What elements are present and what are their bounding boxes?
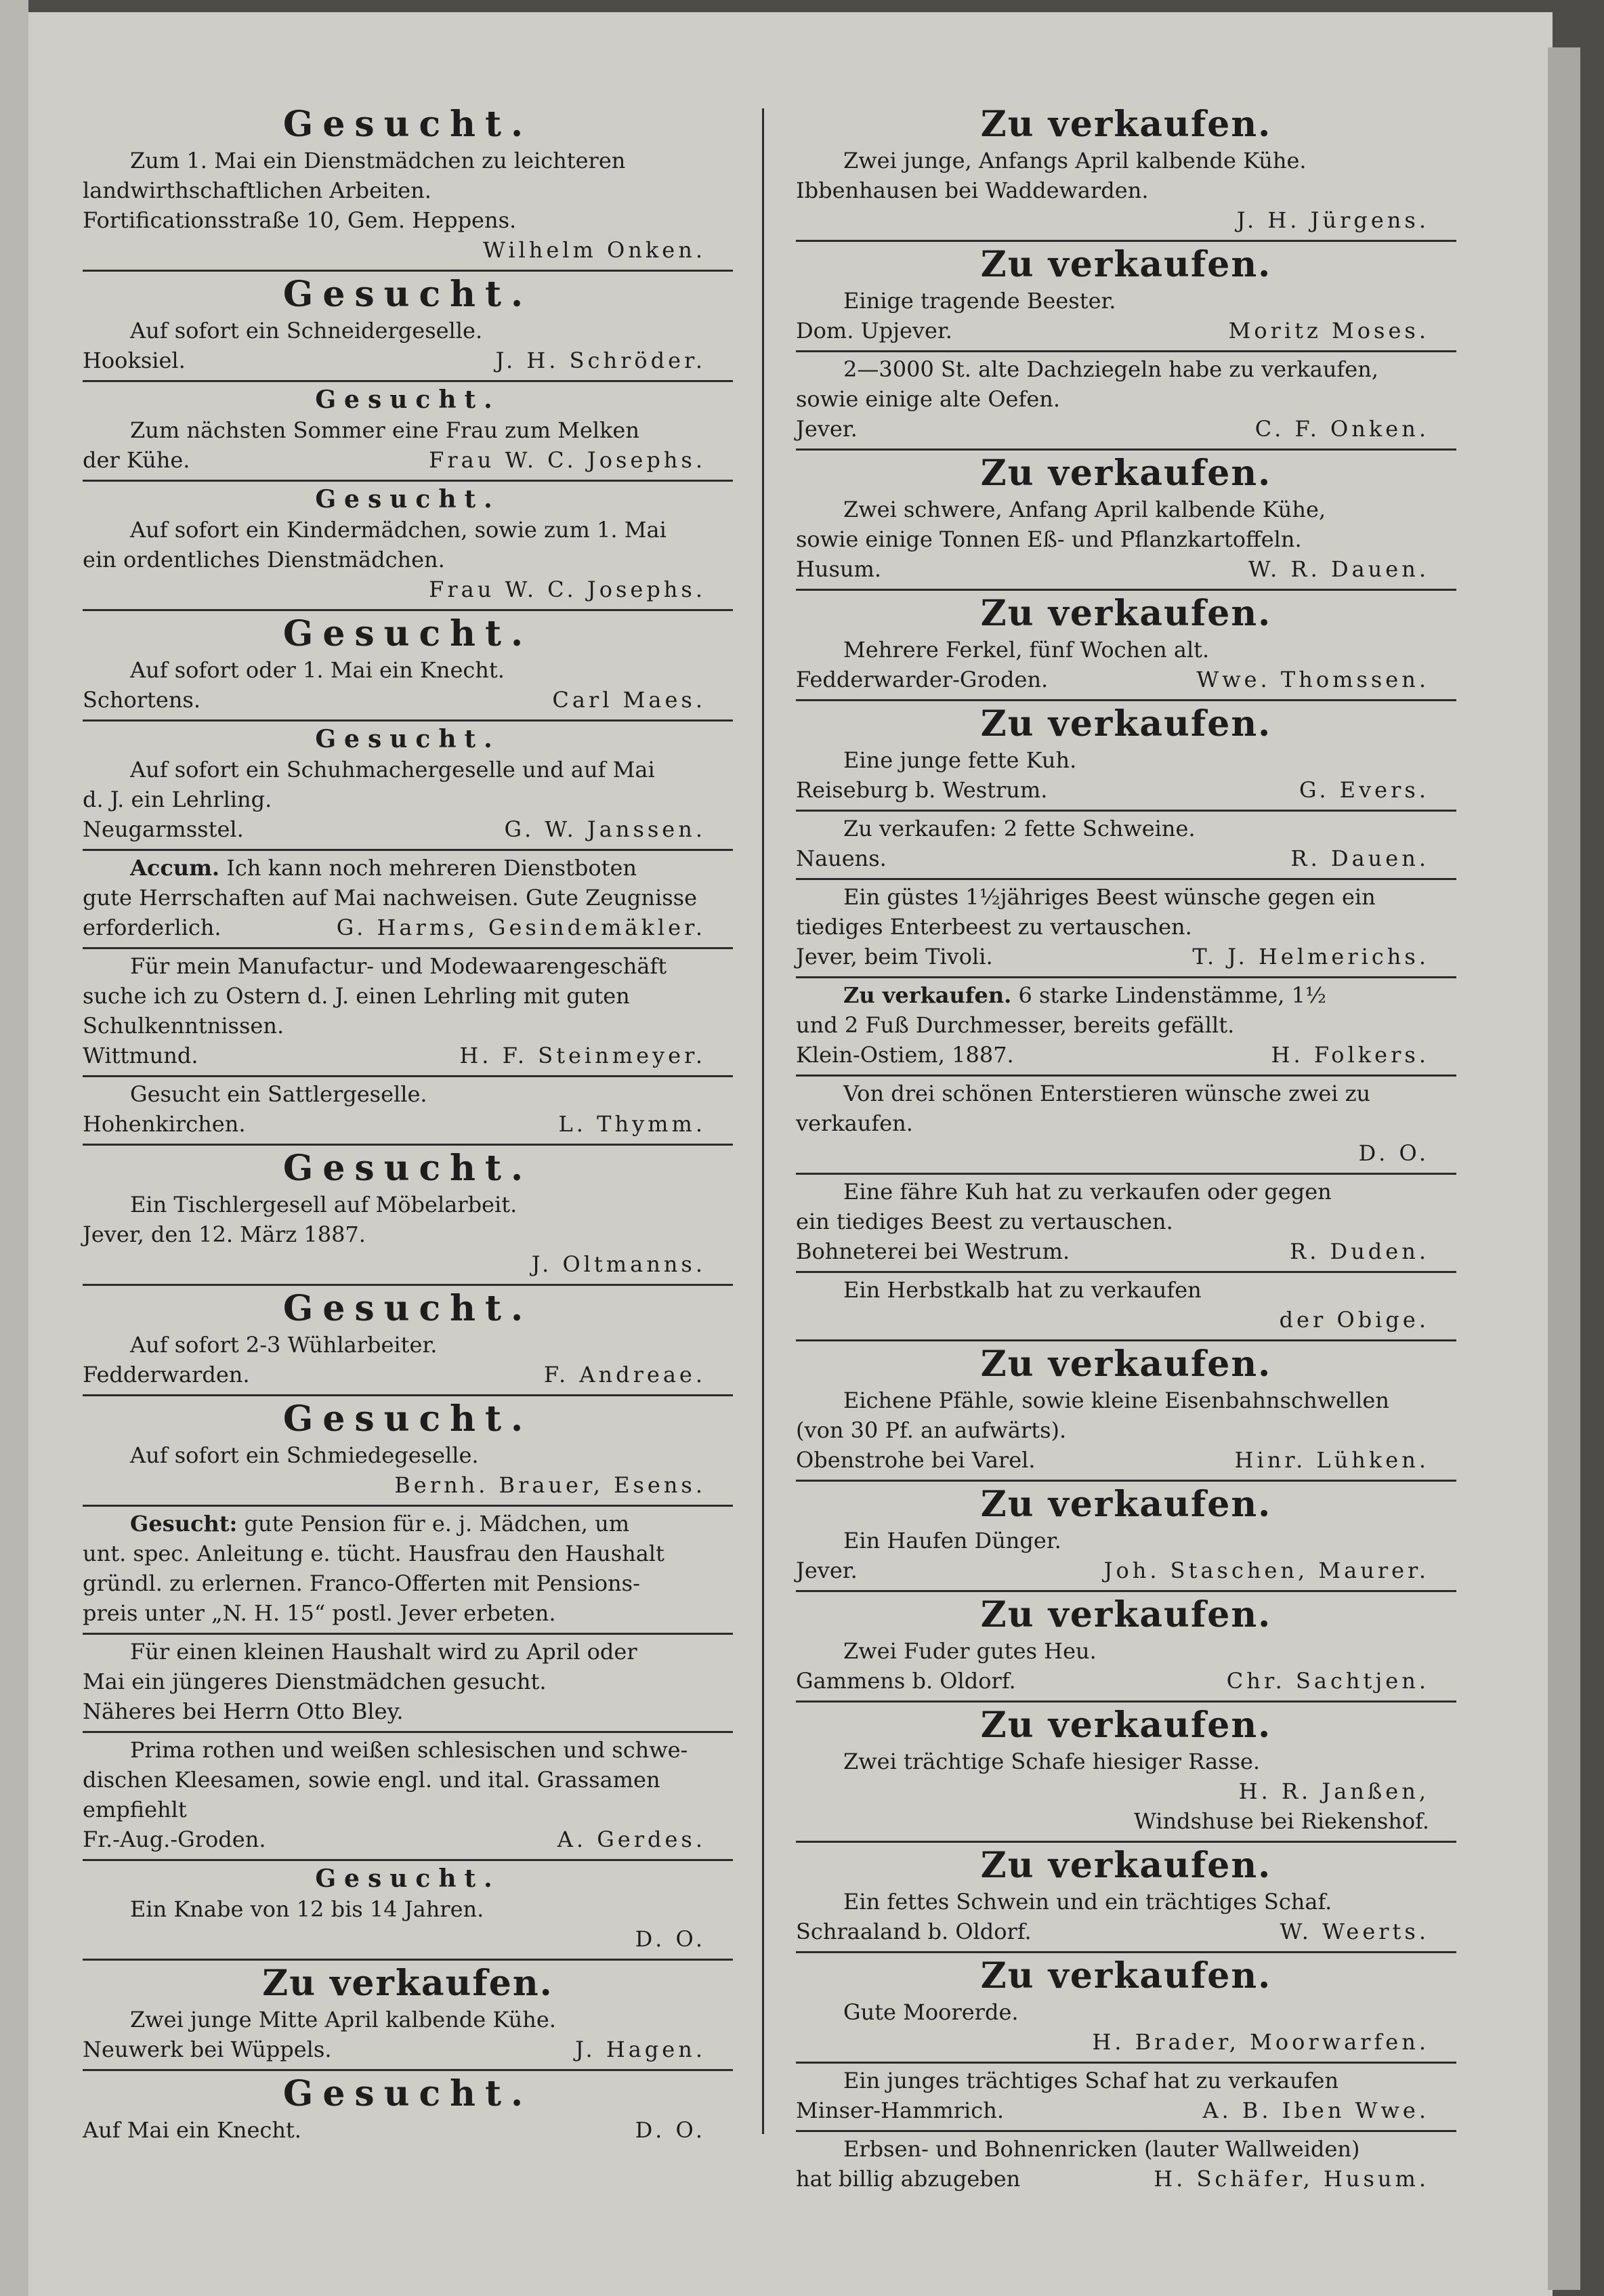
- ad-place: Fedderwarden.: [83, 1362, 250, 1387]
- ad-signature-line: [83, 2115, 733, 2145]
- advertisement: [83, 722, 733, 851]
- ad-text-line: Auf sofort oder 1. Mai ein Knecht.: [130, 657, 505, 683]
- ad-signature-line: [796, 665, 1456, 694]
- advertisement: [796, 880, 1456, 978]
- ad-text-line: Ein Herbstkalb hat zu verkaufen: [843, 1277, 1202, 1303]
- ad-text-line: Prima rothen und weißen schlesischen und schwe-: [130, 1737, 688, 1763]
- ad-heading: Zu verkaufen.: [980, 1484, 1272, 1525]
- ad-text-line: Ein junges trächtiges Schaf hat zu verkaufen: [843, 2068, 1339, 2093]
- ad-lead-word: Accum.: [130, 855, 220, 881]
- ad-text-line: Für mein Manufactur- und Modewaarengeschäft: [130, 953, 667, 979]
- ad-text-line: Näheres bei Herrn Otto Bley.: [83, 1698, 404, 1724]
- ad-place: Schraaland b. Oldorf.: [796, 1919, 1032, 1944]
- ad-signature-line: [796, 316, 1456, 346]
- ad-signature-line: [796, 1917, 1456, 1946]
- ad-signature-line: [83, 1249, 733, 1279]
- ad-signature-line: [796, 1666, 1456, 1696]
- advertisement: [83, 1507, 733, 1635]
- ad-signature-line: [83, 1041, 733, 1070]
- ad-heading: Zu verkaufen.: [980, 244, 1272, 285]
- ad-text-line: sowie einige alte Oefen.: [796, 386, 1061, 412]
- ad-signer: Frau W. C. Josephs.: [429, 577, 706, 602]
- ad-place: hat billig abzugeben: [796, 2166, 1021, 2192]
- ad-text-line: Eichene Pfähle, sowie kleine Eisenbahnschwellen: [843, 1387, 1389, 1413]
- ad-heading: Zu verkaufen.: [262, 1963, 553, 2004]
- ad-signer: Chr. Sachtjen.: [1226, 1668, 1429, 1694]
- ad-signer: Moritz Moses.: [1228, 318, 1429, 343]
- ad-place: Fedderwarder-Groden.: [796, 667, 1049, 692]
- ad-heading: Zu verkaufen.: [980, 1955, 1272, 1997]
- ad-text-line: Erbsen- und Bohnenricken (lauter Wallweiden): [843, 2136, 1360, 2162]
- ad-text: 6 starke Lindenstämme, 1½: [1018, 982, 1326, 1008]
- ad-signature-line: [796, 414, 1456, 444]
- ad-text-line: Für einen kleinen Haushalt wird zu April oder: [130, 1639, 637, 1665]
- ad-signer: H. F. Steinmeyer.: [459, 1043, 706, 1068]
- ad-signature-line: [796, 1138, 1456, 1168]
- advertisement: [796, 978, 1456, 1077]
- advertisement: [83, 1146, 733, 1286]
- ad-signature-line: [83, 346, 733, 375]
- ad-signature-line: [796, 1040, 1456, 1070]
- advertisement: [796, 2132, 1456, 2198]
- advertisement: [83, 1286, 733, 1396]
- ad-text-line: Auf sofort ein Schmiedegeselle.: [130, 1442, 479, 1468]
- ad-signature-line: [83, 2034, 733, 2064]
- ad-signature-line: [83, 913, 733, 942]
- advertisement: [83, 2071, 733, 2150]
- ad-heading: Gesucht.: [282, 2073, 533, 2114]
- advertisement: [796, 812, 1456, 880]
- ad-signature-line: [83, 1470, 733, 1500]
- advertisement: [796, 591, 1456, 701]
- advertisement: [796, 1703, 1456, 1843]
- ad-signer: Hinr. Lühken.: [1234, 1447, 1429, 1473]
- advertisement: [796, 102, 1456, 242]
- ad-heading: Gesucht.: [315, 725, 501, 753]
- ad-text: gute Pension für e. j. Mädchen, um: [244, 1511, 630, 1537]
- advertisement: [796, 1175, 1456, 1273]
- ad-signature-line: [796, 1305, 1456, 1335]
- advertisement: [796, 352, 1456, 451]
- ad-signature-line: [796, 1236, 1456, 1266]
- ad-text-line: Zu verkaufen: 2 fette Schweine.: [843, 816, 1196, 841]
- ad-signer-address: Windshuse bei Riekenshof.: [1133, 1808, 1429, 1834]
- ad-heading: Gesucht.: [315, 485, 501, 514]
- column-divider: [762, 108, 764, 2134]
- ad-text-line: Ibbenhausen bei Waddewarden.: [796, 178, 1149, 203]
- ad-text-line: ein tiediges Beest zu vertauschen.: [796, 1209, 1173, 1234]
- ad-signer: W. Weerts.: [1280, 1919, 1429, 1944]
- ad-place: Jever.: [796, 416, 858, 442]
- advertisement: [83, 1861, 733, 1961]
- ad-signer: C. F. Onken.: [1254, 416, 1429, 442]
- ad-text-line: gute Herrschaften auf Mai nachweisen. Gute Zeugnisse: [83, 885, 698, 911]
- advertisement: [83, 1733, 733, 1861]
- ad-text: Ich kann noch mehreren Dienstboten: [226, 855, 637, 881]
- ad-signature-line: [796, 1776, 1456, 1806]
- ad-text-line: Zwei junge, Anfangs April kalbende Kühe.: [843, 148, 1307, 173]
- ad-signer: Carl Maes.: [552, 687, 706, 713]
- ad-heading: Zu verkaufen.: [980, 1705, 1272, 1746]
- ad-signature-line: [796, 1445, 1456, 1475]
- ad-signer: J. H. Jürgens.: [1236, 207, 1429, 233]
- ad-place: Auf Mai ein Knecht.: [83, 2117, 301, 2143]
- ad-heading: Gesucht.: [315, 385, 501, 414]
- ad-text-line: Eine junge fette Kuh.: [843, 747, 1077, 773]
- ad-text-line: Auf sofort ein Kindermädchen, sowie zum 1. Mai: [130, 517, 667, 543]
- ad-signer: Wilhelm Onken.: [482, 237, 706, 263]
- advertisement: [83, 1077, 733, 1146]
- advertisement: [83, 1961, 733, 2071]
- ad-signer: G. Harms, Gesindemäkler.: [336, 915, 706, 940]
- ad-signer: G. Evers.: [1299, 777, 1429, 803]
- ad-place: Hooksiel.: [83, 348, 186, 373]
- advertisement: [796, 1273, 1456, 1341]
- advertisement: [83, 851, 733, 949]
- ad-text-line: Ein Tischlergesell auf Möbelarbeit.: [130, 1192, 518, 1217]
- ad-heading: Zu verkaufen.: [980, 703, 1272, 745]
- ad-heading: Gesucht.: [315, 1864, 501, 1893]
- ad-text-line: [83, 853, 733, 883]
- ad-lead-word: Zu verkaufen.: [843, 982, 1012, 1008]
- ad-text-line: sowie einige Tonnen Eß- und Pflanzkartoffeln.: [796, 526, 1302, 552]
- ad-signer: Bernh. Brauer, Esens.: [394, 1472, 706, 1498]
- ad-signer: H. Brader, Moorwarfen.: [1092, 2029, 1429, 2055]
- ad-signature-line: [796, 205, 1456, 235]
- ad-text-line: [796, 980, 1456, 1010]
- advertisement: [796, 701, 1456, 812]
- ad-text-line: Ein Haufen Dünger.: [843, 1528, 1061, 1553]
- ad-text-line: Von drei schönen Enterstieren wünsche zwei zu: [843, 1081, 1371, 1106]
- advertisement: [83, 272, 733, 382]
- ad-place: Jever.: [796, 1558, 858, 1583]
- ad-text-line: d. J. ein Lehrling.: [83, 787, 272, 812]
- ad-signature-line: [796, 2027, 1456, 2057]
- ad-place: Hohenkirchen.: [83, 1111, 246, 1137]
- ad-place: Dom. Upjever.: [796, 318, 952, 343]
- advertisement: [796, 1953, 1456, 2064]
- ad-signer: der Obige.: [1279, 1307, 1429, 1333]
- ad-text-line: landwirthschaftlichen Arbeiten.: [83, 178, 431, 203]
- ad-place: der Kühe.: [83, 447, 190, 473]
- ad-text-line: [83, 1509, 733, 1539]
- ad-text-line: tiediges Enterbeest zu vertauschen.: [796, 914, 1192, 940]
- ad-signer: R. Dauen.: [1290, 846, 1429, 871]
- ad-place: erforderlich.: [83, 915, 221, 940]
- advertisement: [796, 2064, 1456, 2132]
- ad-signature-line: [796, 2095, 1456, 2125]
- advertisement: [796, 1843, 1456, 1953]
- ad-signer: D. O.: [1358, 1140, 1429, 1166]
- ad-text-line: Einige tragende Beester.: [843, 288, 1116, 314]
- ad-text-line: Ein Knabe von 12 bis 14 Jahren.: [130, 1896, 484, 1922]
- ad-place: Neuwerk bei Wüppels.: [83, 2037, 332, 2062]
- ad-signer: D. O.: [635, 1926, 706, 1952]
- ad-signer: J. H. Schröder.: [495, 348, 706, 373]
- ad-text-line: 2—3000 St. alte Dachziegeln habe zu verkaufen,: [843, 356, 1378, 382]
- ad-text-line: gründl. zu erlernen. Franco-Offerten mit Pensions-: [83, 1570, 640, 1596]
- advertisement: [796, 1592, 1456, 1703]
- ad-signer: T. J. Helmerichs.: [1192, 944, 1429, 969]
- ad-signature-line: [83, 814, 733, 844]
- advertisement: [796, 242, 1456, 352]
- ad-signer: L. Thymm.: [558, 1111, 706, 1137]
- ad-text-line: Zwei trächtige Schafe hiesiger Rasse.: [843, 1749, 1261, 1774]
- ad-signature-line: [83, 685, 733, 715]
- ad-signer: J. Oltmanns.: [531, 1251, 706, 1277]
- ad-signer: Wwe. Thomssen.: [1196, 667, 1429, 692]
- advertisement: [83, 1396, 733, 1507]
- ad-heading: Gesucht.: [282, 274, 533, 315]
- ad-heading: Zu verkaufen.: [980, 593, 1272, 634]
- ad-heading: Gesucht.: [282, 104, 533, 145]
- ad-text-line: Zwei junge Mitte April kalbende Kühe.: [130, 2007, 556, 2032]
- ad-signature-line: [83, 235, 733, 265]
- ad-text-line: Zwei schwere, Anfang April kalbende Kühe,: [843, 497, 1326, 522]
- ad-heading: Gesucht.: [282, 613, 533, 654]
- ad-place: Minser-Hammrich.: [796, 2097, 1004, 2123]
- ad-signer: G. W. Janssen.: [504, 816, 706, 842]
- ad-text-line: Zum 1. Mai ein Dienstmädchen zu leichteren: [130, 148, 626, 173]
- ad-text-line: Gesucht ein Sattlergeselle.: [130, 1081, 427, 1107]
- ad-signer: H. Schäfer, Husum.: [1154, 2166, 1429, 2192]
- ad-signature-line: [83, 1109, 733, 1139]
- ad-signer: J. Hagen.: [575, 2037, 706, 2062]
- ad-heading: Zu verkaufen.: [980, 453, 1272, 494]
- ad-text-line: Mehrere Ferkel, fünf Wochen alt.: [843, 637, 1210, 663]
- ad-text-line: preis unter „N. H. 15“ postl. Jever erbeten.: [83, 1600, 556, 1626]
- ad-text-line: und 2 Fuß Durchmesser, bereits gefällt.: [796, 1012, 1235, 1038]
- ad-heading: Zu verkaufen.: [980, 1845, 1272, 1886]
- ad-place: Schortens.: [83, 687, 201, 713]
- ad-signer: A. B. Iben Wwe.: [1202, 2097, 1429, 2123]
- ad-signature-line: [83, 1360, 733, 1390]
- ad-signer: D. O.: [635, 2117, 706, 2143]
- page-stack-edge: [1548, 47, 1580, 2290]
- ad-signer: A. Gerdes.: [557, 1827, 706, 1852]
- ad-signer: F. Andreae.: [543, 1362, 706, 1387]
- ad-text-line: Auf sofort ein Schuhmachergeselle und auf Mai: [130, 757, 655, 782]
- ad-place: Obenstrohe bei Varel.: [796, 1447, 1036, 1473]
- ad-heading: Gesucht.: [282, 1148, 533, 1189]
- ad-text-line: Eine fähre Kuh hat zu verkaufen oder gegen: [843, 1179, 1332, 1205]
- ad-signature-line: [83, 1824, 733, 1854]
- ad-place: Klein-Ostiem, 1887.: [796, 1042, 1014, 1068]
- ad-text-line: Ein güstes 1½jähriges Beest wünsche gegen ein: [843, 884, 1376, 910]
- ad-text-line: Gute Moorerde.: [843, 1999, 1019, 2025]
- ad-text-line: verkaufen.: [796, 1110, 913, 1136]
- advertisement: [83, 949, 733, 1077]
- ad-text-line: empfiehlt: [83, 1797, 187, 1822]
- ad-place: Neugarmsstel.: [83, 816, 244, 842]
- ad-signature-line: [83, 575, 733, 604]
- ad-place: Wittmund.: [83, 1043, 198, 1068]
- ad-heading: Zu verkaufen.: [980, 1343, 1272, 1385]
- advertisement: [796, 1341, 1456, 1482]
- ad-text-line: Schulkenntnissen.: [83, 1013, 284, 1039]
- ad-signature-line: [796, 554, 1456, 584]
- ad-signature-line: [796, 775, 1456, 805]
- advertisement: [83, 482, 733, 611]
- ad-text-line: (von 30 Pf. an aufwärts).: [796, 1417, 1067, 1443]
- ad-heading: Gesucht.: [282, 1398, 533, 1440]
- advertisement: [83, 102, 733, 272]
- ad-signer: H. R. Janßen,: [1238, 1778, 1429, 1804]
- advertisement: [83, 382, 733, 482]
- ad-signature-line: [796, 1556, 1456, 1585]
- ad-signature-line: [83, 445, 733, 475]
- ad-signer: Joh. Staschen, Maurer.: [1103, 1558, 1429, 1583]
- ad-signer: Frau W. C. Josephs.: [429, 447, 706, 473]
- advertisement: [83, 1635, 733, 1733]
- ad-lead-word: Gesucht:: [130, 1511, 238, 1537]
- ad-text-line: Zwei Fuder gutes Heu.: [843, 1638, 1097, 1664]
- right-column: [796, 102, 1456, 2198]
- adjacent-page-edge: [0, 0, 28, 2296]
- advertisement: [83, 611, 733, 722]
- advertisement: [796, 1077, 1456, 1175]
- ad-text-line: Auf sofort 2-3 Wühlarbeiter.: [130, 1332, 438, 1358]
- ad-place: Gammens b. Oldorf.: [796, 1668, 1016, 1694]
- ad-place: Nauens.: [796, 846, 887, 871]
- ad-text-line: Auf sofort ein Schneidergeselle.: [130, 318, 483, 343]
- ad-signature-line: [796, 843, 1456, 873]
- ad-signer: W. R. Dauen.: [1248, 556, 1429, 582]
- ad-place: Jever, beim Tivoli.: [796, 944, 993, 969]
- ad-place: Bohneterei bei Westrum.: [796, 1238, 1070, 1264]
- ad-place: Husum.: [796, 556, 882, 582]
- ad-signer: R. Duden.: [1290, 1238, 1429, 1264]
- advertisement: [796, 1482, 1456, 1592]
- ad-text-line: Fortificationsstraße 10, Gem. Heppens.: [83, 207, 517, 233]
- advertisement: [796, 451, 1456, 591]
- ad-text-line: dischen Kleesamen, sowie engl. und ital. Grassamen: [83, 1767, 660, 1793]
- ad-place: Reiseburg b. Westrum.: [796, 777, 1048, 803]
- ad-text-line: Jever, den 12. März 1887.: [83, 1222, 366, 1247]
- ad-text-line: Ein fettes Schwein und ein trächtiges Schaf.: [843, 1889, 1332, 1915]
- ad-text-line: Mai ein jüngeres Dienstmädchen gesucht.: [83, 1669, 547, 1694]
- ad-signature-line: [796, 2164, 1456, 2194]
- left-column: [83, 102, 733, 2150]
- ad-place: Fr.-Aug.-Groden.: [83, 1827, 266, 1852]
- ad-text-line: ein ordentliches Dienstmädchen.: [83, 547, 445, 572]
- ad-signer: H. Folkers.: [1271, 1042, 1429, 1068]
- ad-signature-line: [83, 1924, 733, 1954]
- ad-heading: Zu verkaufen.: [980, 1594, 1272, 1635]
- ad-text-line: suche ich zu Ostern d. J. einen Lehrling mit guten: [83, 983, 630, 1009]
- ad-signature-line: [796, 942, 1456, 972]
- ad-heading: Zu verkaufen.: [980, 104, 1272, 145]
- ad-text-line: unt. spec. Anleitung e. tücht. Hausfrau den Haushalt: [83, 1541, 664, 1566]
- ad-text-line: Zum nächsten Sommer eine Frau zum Melken: [130, 417, 639, 443]
- ad-heading: Gesucht.: [282, 1288, 533, 1329]
